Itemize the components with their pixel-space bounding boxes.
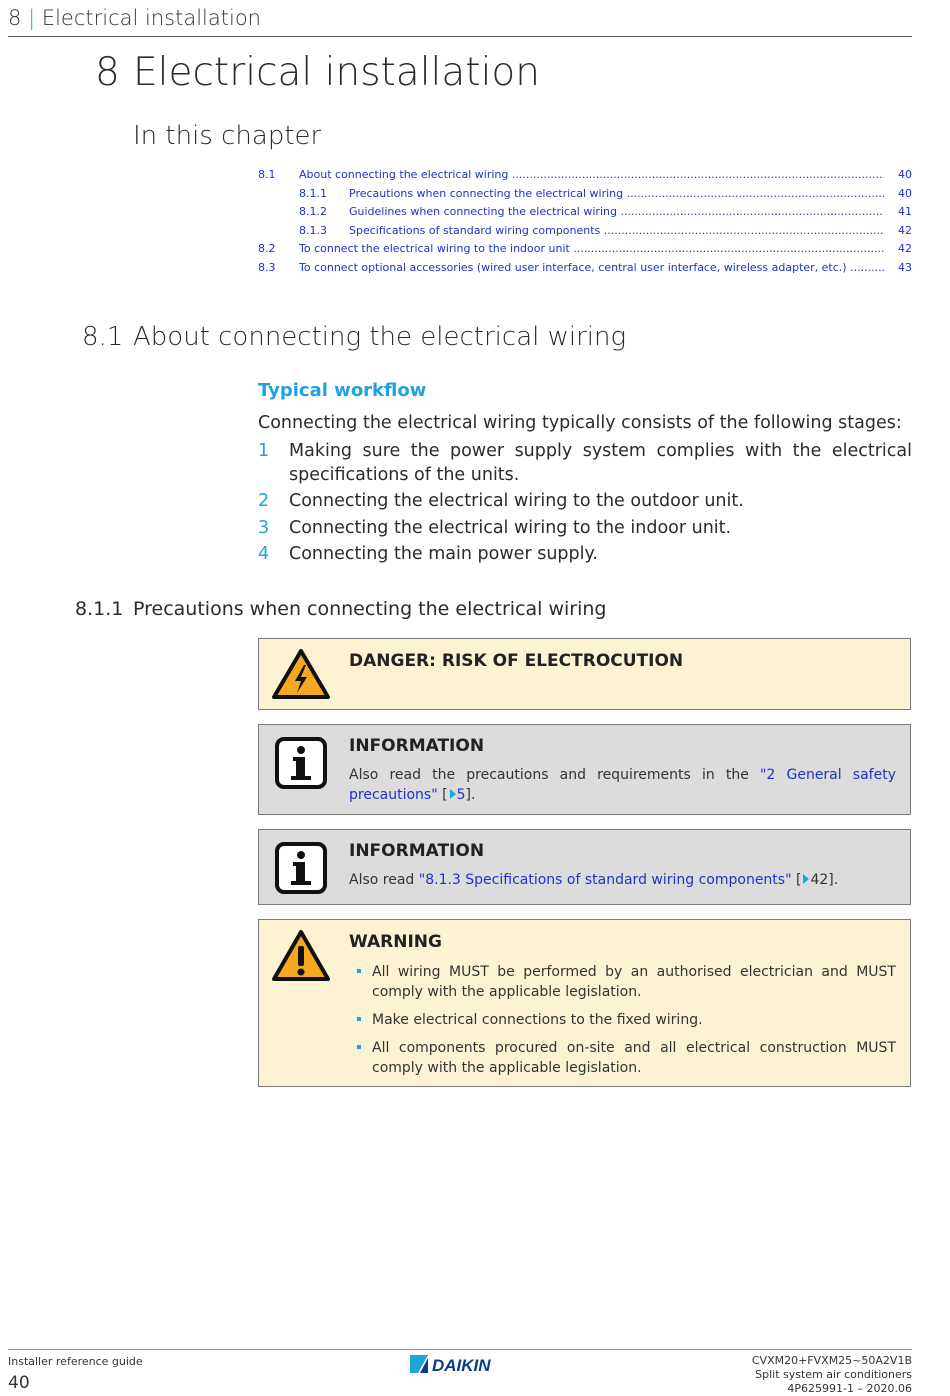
electrocution-warning-icon bbox=[271, 648, 331, 704]
chapter-title-text: Electrical installation bbox=[133, 50, 540, 95]
warning-icon bbox=[271, 929, 331, 987]
workflow-steps bbox=[258, 440, 912, 570]
page-ref-close: ]. bbox=[828, 872, 839, 888]
section-number: 8.1 bbox=[82, 322, 124, 352]
page-ref-open: [ bbox=[437, 787, 448, 803]
toc-entry[interactable] bbox=[258, 259, 912, 278]
toc-entry-link[interactable]: Guidelines when connecting the electrical wiring ..... bbox=[349, 203, 884, 222]
workflow-heading: Typical workflow bbox=[258, 380, 427, 401]
workflow-step bbox=[258, 517, 912, 541]
information-title: INFORMATION bbox=[349, 736, 485, 756]
workflow-step bbox=[258, 490, 912, 514]
step-number: 3 bbox=[258, 517, 270, 538]
warning-list bbox=[349, 962, 896, 1086]
toc-entry-page[interactable]: 43 bbox=[898, 260, 912, 274]
toc-entry[interactable] bbox=[258, 203, 912, 222]
daikin-logo-text: DAIKIN bbox=[432, 1356, 491, 1375]
warning-box bbox=[258, 919, 911, 1087]
information-text-prefix: Also read bbox=[349, 872, 419, 888]
running-header-separator: | bbox=[28, 6, 36, 30]
section-title bbox=[82, 322, 626, 352]
page-ref-open: [ bbox=[791, 872, 802, 888]
footer-page-number: 40 bbox=[8, 1373, 30, 1393]
footer-model: CVXM20+FVXM25~50A2V1B bbox=[751, 1354, 912, 1367]
workflow-intro: Connecting the electrical wiring typically consists of the following stages: bbox=[258, 413, 902, 433]
toc-entry-link[interactable]: Precautions when connecting the electrical wiring ..... bbox=[349, 185, 884, 204]
page-ref-close: ]. bbox=[465, 787, 476, 803]
danger-title: DANGER: RISK OF ELECTROCUTION bbox=[349, 651, 684, 671]
page-reference-link[interactable]: 5 bbox=[456, 787, 466, 803]
workflow-step bbox=[258, 543, 912, 567]
toc-entry[interactable] bbox=[258, 166, 912, 185]
information-title: INFORMATION bbox=[349, 841, 485, 861]
subsection-title-text: Precautions when connecting the electrical wiring bbox=[133, 598, 607, 620]
toc-entry-number: 8.1.3 bbox=[299, 223, 327, 237]
daikin-logo bbox=[408, 1353, 514, 1379]
information-text bbox=[349, 765, 896, 805]
subsection-number: 8.1.1 bbox=[75, 598, 124, 620]
page-reference-arrow-icon bbox=[450, 789, 456, 799]
footer-guide-title: Installer reference guide bbox=[8, 1355, 143, 1368]
information-box bbox=[258, 724, 911, 815]
header-rule bbox=[8, 36, 912, 37]
toc-entry-link[interactable]: To connect the electrical wiring to the indoor unit ..... bbox=[299, 240, 884, 259]
toc-entry-number: 8.1.1 bbox=[299, 186, 327, 200]
toc-entry-number: 8.1.2 bbox=[299, 205, 327, 219]
step-text: Connecting the electrical wiring to the outdoor unit. bbox=[289, 491, 744, 511]
warning-title: WARNING bbox=[349, 932, 442, 952]
step-number: 2 bbox=[258, 491, 270, 511]
warning-item: Make electrical connections to the fixed wiring. bbox=[349, 1010, 896, 1030]
toc-entry-number: 8.1 bbox=[258, 168, 276, 181]
subsection-title bbox=[75, 598, 606, 620]
warning-item: All components procured on-site and all electrical construction MUST comply with the applicable legislation. bbox=[349, 1038, 896, 1078]
workflow-step bbox=[258, 440, 912, 487]
toc-entry-number: 8.2 bbox=[258, 242, 276, 256]
toc-entry[interactable] bbox=[258, 185, 912, 204]
step-text: Making sure the power supply system complies with the electrical specifications of the units. bbox=[289, 441, 912, 485]
toc-entry-link[interactable]: Specifications of standard wiring components ..... bbox=[349, 222, 884, 241]
toc-entry[interactable] bbox=[258, 222, 912, 241]
information-icon bbox=[274, 841, 328, 899]
footer-document-info bbox=[752, 1354, 912, 1396]
toc-entry-page[interactable]: 40 bbox=[898, 186, 912, 200]
footer-product: Split system air conditioners bbox=[755, 1368, 912, 1381]
step-text: Connecting the main power supply. bbox=[289, 544, 598, 564]
information-text bbox=[349, 870, 896, 890]
running-header bbox=[8, 6, 261, 30]
running-header-chapter-number: 8 bbox=[8, 6, 22, 30]
step-number: 1 bbox=[258, 441, 270, 461]
toc-entry[interactable] bbox=[258, 240, 912, 259]
toc-entry-page[interactable]: 40 bbox=[898, 168, 912, 181]
footer-doc-number: 4P625991-1 – 2020.06 bbox=[787, 1382, 912, 1395]
wiring-components-spec-link[interactable]: "8.1.3 Specifications of standard wiring components" bbox=[418, 872, 792, 888]
in-this-chapter-heading: In this chapter bbox=[133, 121, 322, 151]
running-header-chapter-name: Electrical installation bbox=[41, 6, 261, 30]
page-reference-arrow-icon bbox=[803, 874, 809, 884]
step-text: Connecting the electrical wiring to the indoor unit. bbox=[289, 517, 732, 538]
footer-rule bbox=[8, 1349, 912, 1350]
chapter-number: 8 bbox=[95, 50, 120, 95]
section-title-text: About connecting the electrical wiring bbox=[133, 322, 627, 352]
toc-entry-page[interactable]: 41 bbox=[898, 205, 912, 219]
information-box bbox=[258, 829, 911, 905]
step-number: 4 bbox=[258, 544, 270, 564]
danger-box bbox=[258, 638, 911, 710]
toc-entry-link[interactable]: To connect optional accessories (wired user interface, central user interface, wireless adapter, etc.) ..... bbox=[299, 259, 884, 278]
page-reference-number[interactable]: 42 bbox=[810, 872, 829, 888]
toc-entry-page[interactable]: 42 bbox=[898, 223, 912, 237]
toc-entry-link[interactable]: About connecting the electrical wiring ..... bbox=[299, 166, 884, 185]
warning-item: All wiring MUST be performed by an authorised electrician and MUST comply with the applicable legislation. bbox=[349, 962, 896, 1002]
chapter-title bbox=[95, 50, 540, 95]
information-text-prefix: Also read the precautions and requirements in the bbox=[349, 767, 760, 783]
information-icon bbox=[274, 736, 328, 794]
toc-entry-number: 8.3 bbox=[258, 260, 276, 274]
toc-entry-page[interactable]: 42 bbox=[898, 242, 912, 256]
chapter-toc bbox=[258, 166, 912, 278]
general-safety-precautions-link[interactable]: "2 General safety precautions" bbox=[349, 767, 896, 803]
